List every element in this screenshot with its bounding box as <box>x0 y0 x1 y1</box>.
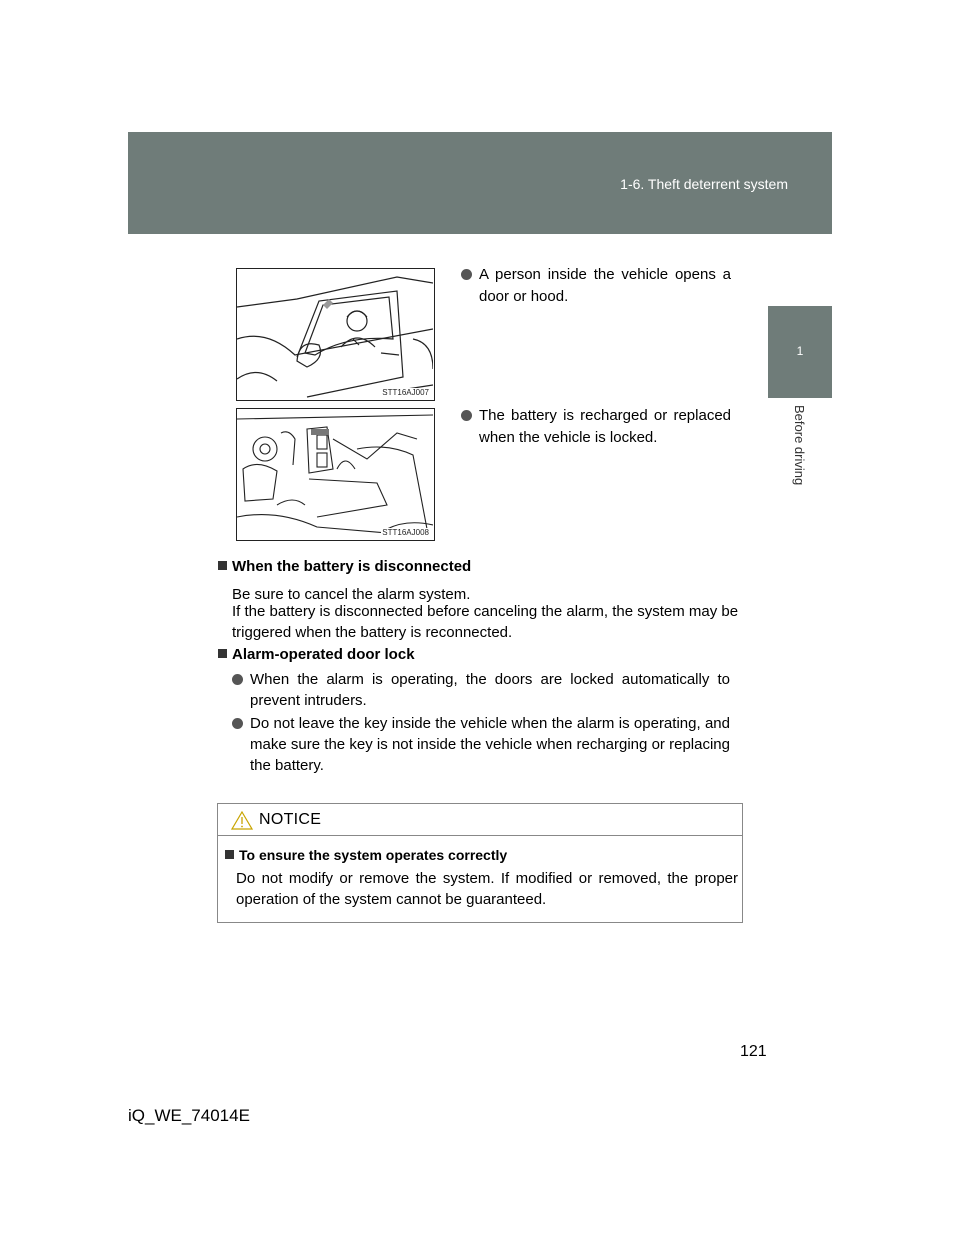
notice-item-heading <box>225 847 507 863</box>
bullet-item <box>461 264 731 308</box>
figure-code: STT16AJ008 <box>382 528 429 537</box>
bullet-text: The battery is recharged or replaced when the vehicle is locked. <box>479 407 731 446</box>
section-title: 1-6. Theft deterrent system <box>620 176 788 192</box>
figure-door-opening <box>236 268 435 401</box>
square-bullet-icon <box>218 561 227 570</box>
bullet-dot-icon <box>232 674 243 685</box>
notice-title: NOTICE <box>259 811 322 828</box>
notice-box <box>217 803 743 923</box>
header-band <box>128 132 832 234</box>
bullet-text: A person inside the vehicle opens a door or hood. <box>479 266 731 305</box>
notice-item-text: To ensure the system operates correctly <box>239 847 508 863</box>
notice-body: Do not modify or remove the system. If modified or removed, the proper operation of the system cannot be guaranteed. <box>236 870 738 908</box>
section-heading <box>218 557 471 577</box>
bullet-item <box>232 713 730 776</box>
bullet-item <box>232 669 730 711</box>
paragraph: If the battery is disconnected before canceling the alarm, the system may be triggered when the battery is reconnected. <box>232 603 739 641</box>
notice-header <box>218 804 742 836</box>
heading-text: Alarm-operated door lock <box>232 646 415 663</box>
chapter-number: 1 <box>796 344 804 358</box>
bullet-item <box>461 405 731 449</box>
section-heading <box>218 645 415 665</box>
figure-battery <box>236 408 435 541</box>
paragraph: Be sure to cancel the alarm system. <box>232 586 471 603</box>
page-number: 121 <box>740 1043 767 1060</box>
warning-triangle-icon <box>231 811 253 830</box>
bullet-dot-icon <box>461 410 472 421</box>
chapter-label: Before driving <box>792 405 807 486</box>
document-code: iQ_WE_74014E <box>128 1106 250 1125</box>
bullet-text: Do not leave the key inside the vehicle when the alarm is operating, and make sure the key is not inside the vehicle when recharging or replacing the battery. <box>250 715 730 774</box>
door-illustration-icon <box>237 269 433 399</box>
chapter-tab[interactable] <box>768 306 832 398</box>
square-bullet-icon <box>225 850 234 859</box>
figure-code: STT16AJ007 <box>382 388 429 397</box>
bullet-dot-icon <box>232 718 243 729</box>
heading-text: When the battery is disconnected <box>232 558 472 575</box>
bullet-dot-icon <box>461 269 472 280</box>
square-bullet-icon <box>218 649 227 658</box>
bullet-text: When the alarm is operating, the doors are locked automatically to prevent intruders. <box>250 671 730 709</box>
battery-illustration-icon <box>237 409 433 539</box>
